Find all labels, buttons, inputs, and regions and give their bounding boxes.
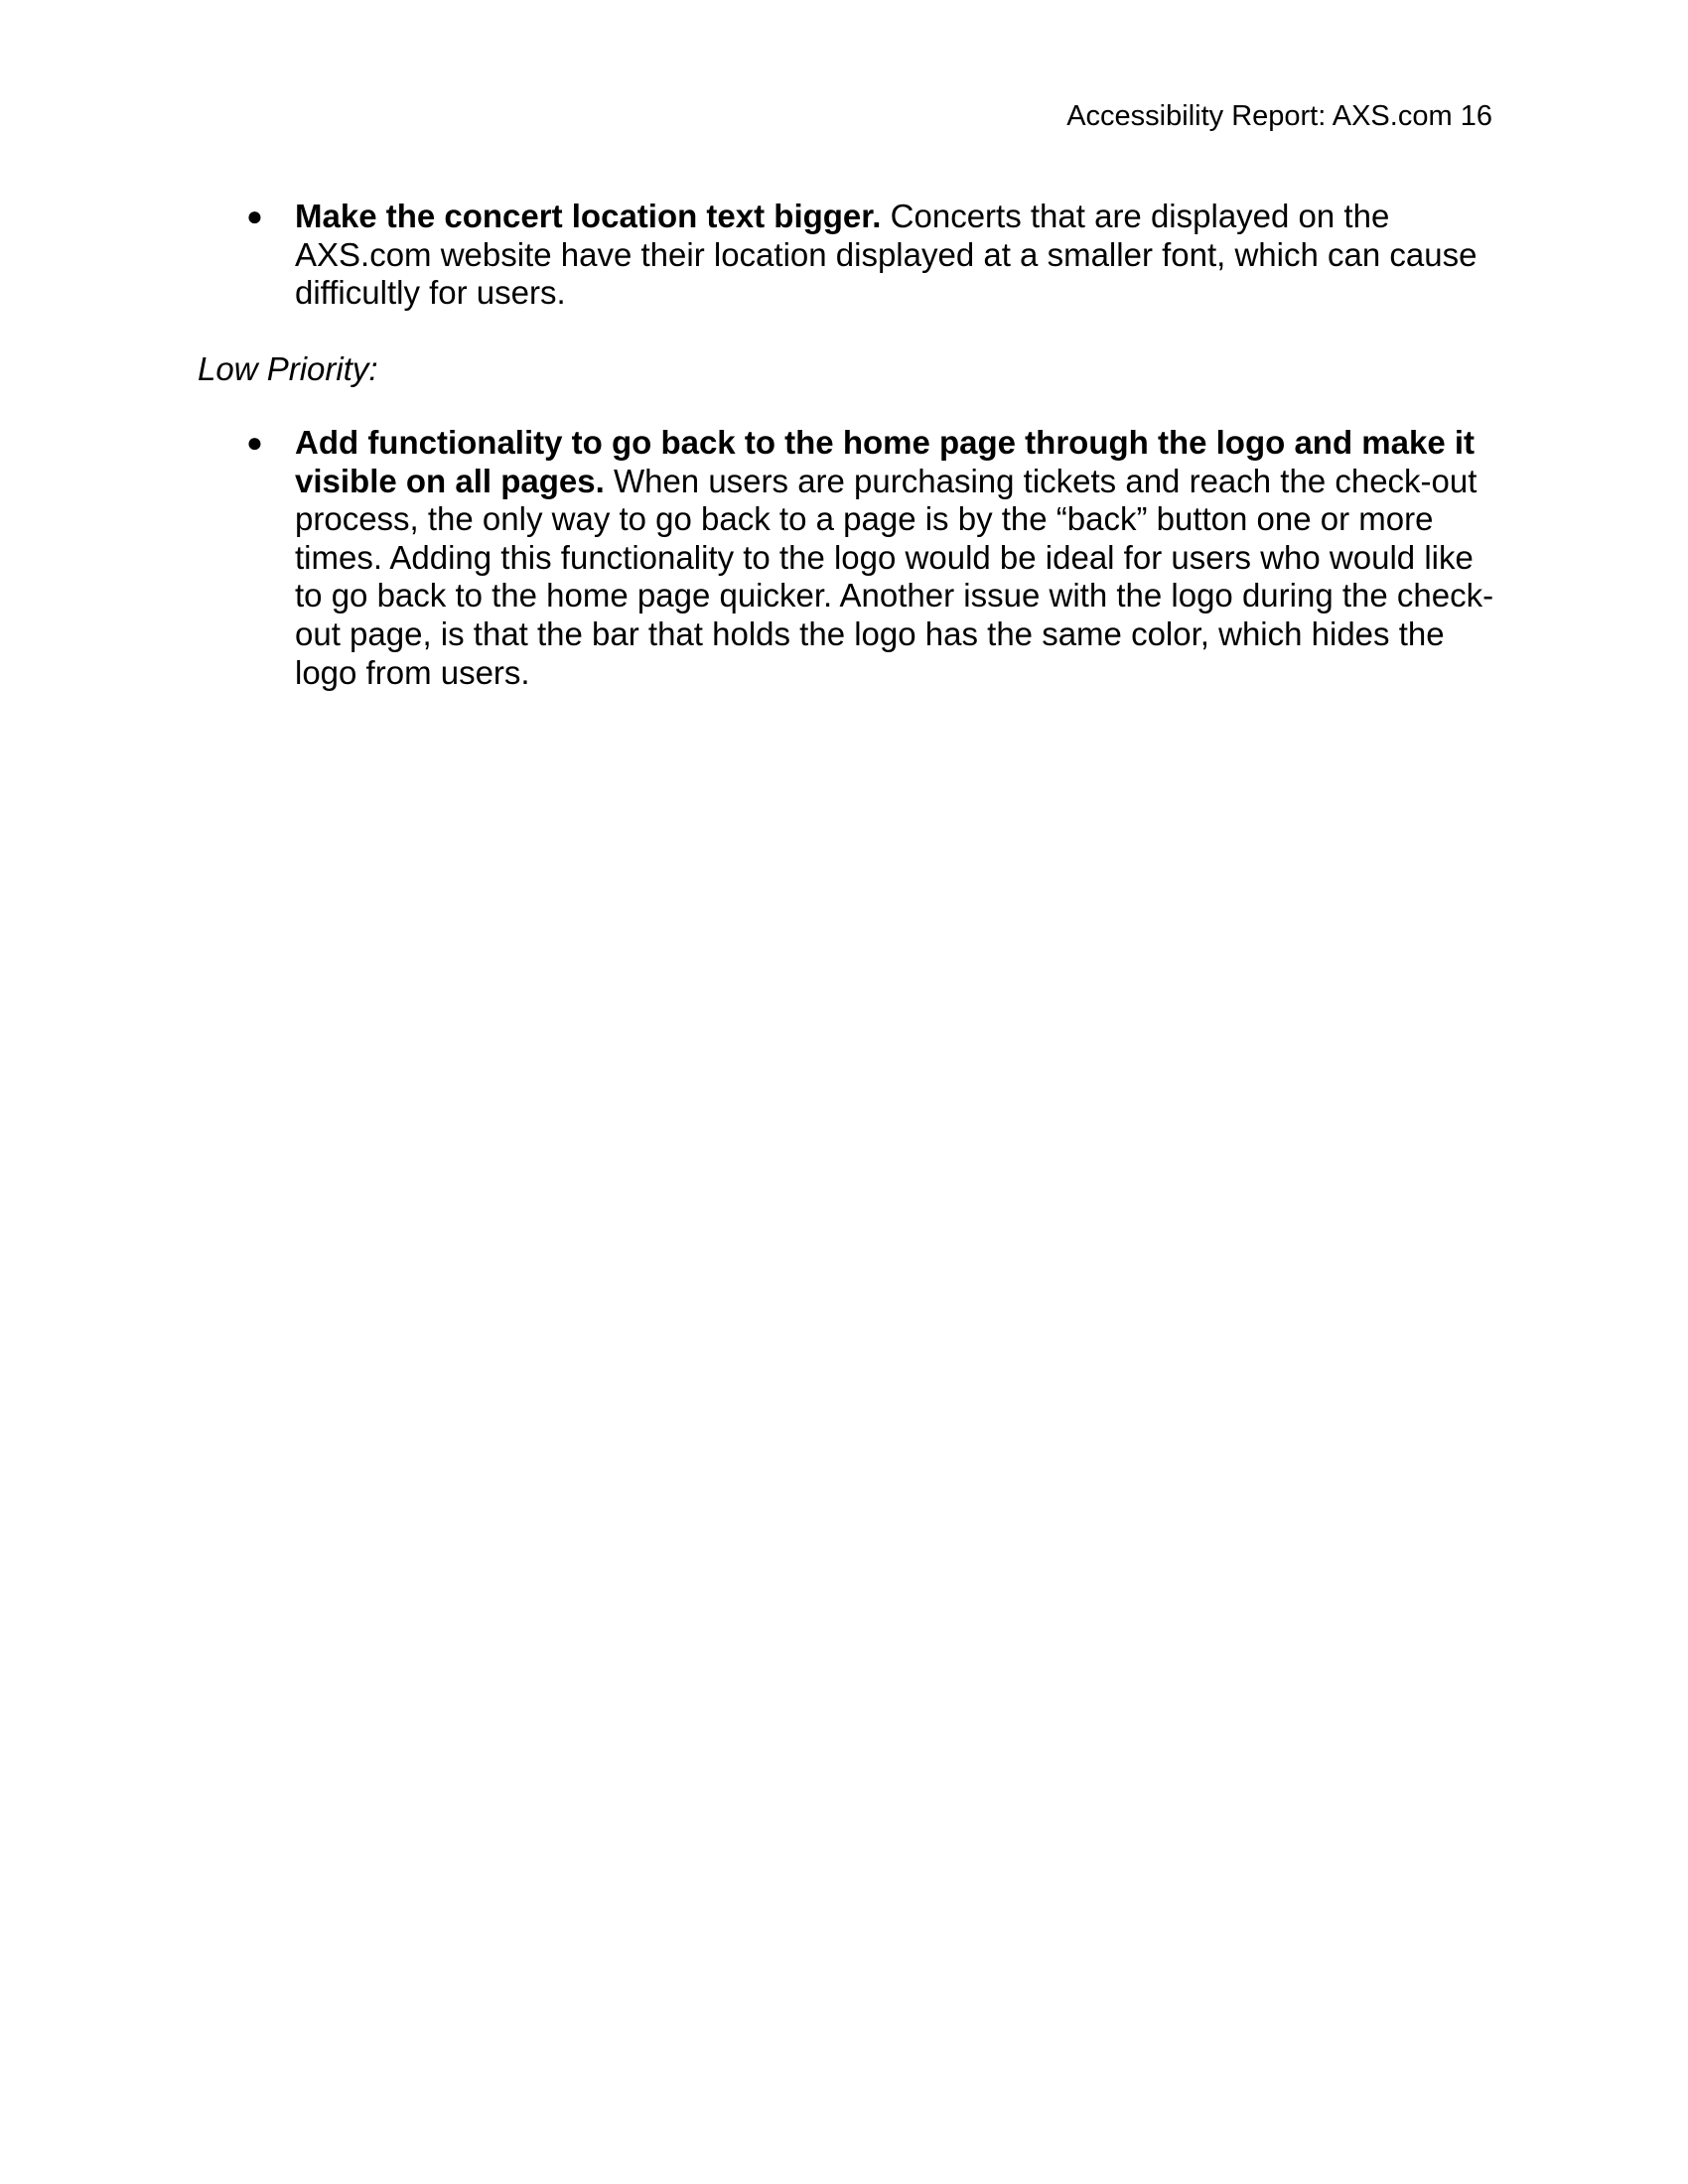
bullet-icon: ● xyxy=(246,201,263,231)
list-item-lead: Make the concert location text bigger. xyxy=(295,198,882,234)
list-item-body: Concerts that are displayed on the AXS.com website have their location displayed at a smaller font, which can cause difficultly for users. xyxy=(295,198,1477,312)
list-item xyxy=(246,424,1501,692)
section-heading: Low Priority: xyxy=(198,350,378,387)
running-header xyxy=(1066,99,1492,133)
list-item-body: When users are purchasing tickets and reach the check-out process, the only way to go back to a page is by the “back” button one or more times. Adding this functionality to the logo would be ideal for users who would like to go back to the home page quicker. Another issue with the logo during the check-out page, is that the bar that holds the logo has the same color, which hides the logo from users. xyxy=(295,462,1494,691)
bullet-icon: ● xyxy=(246,427,263,458)
list-item-lead: Add functionality to go back to the home page through the logo and make it visible on all pages. xyxy=(295,424,1476,499)
list-item-text xyxy=(295,198,1501,313)
list-item xyxy=(246,198,1501,313)
header-title: Accessibility Report: AXS.com xyxy=(1066,100,1453,132)
page-number: 16 xyxy=(1460,100,1492,132)
list-item-text xyxy=(295,424,1501,692)
